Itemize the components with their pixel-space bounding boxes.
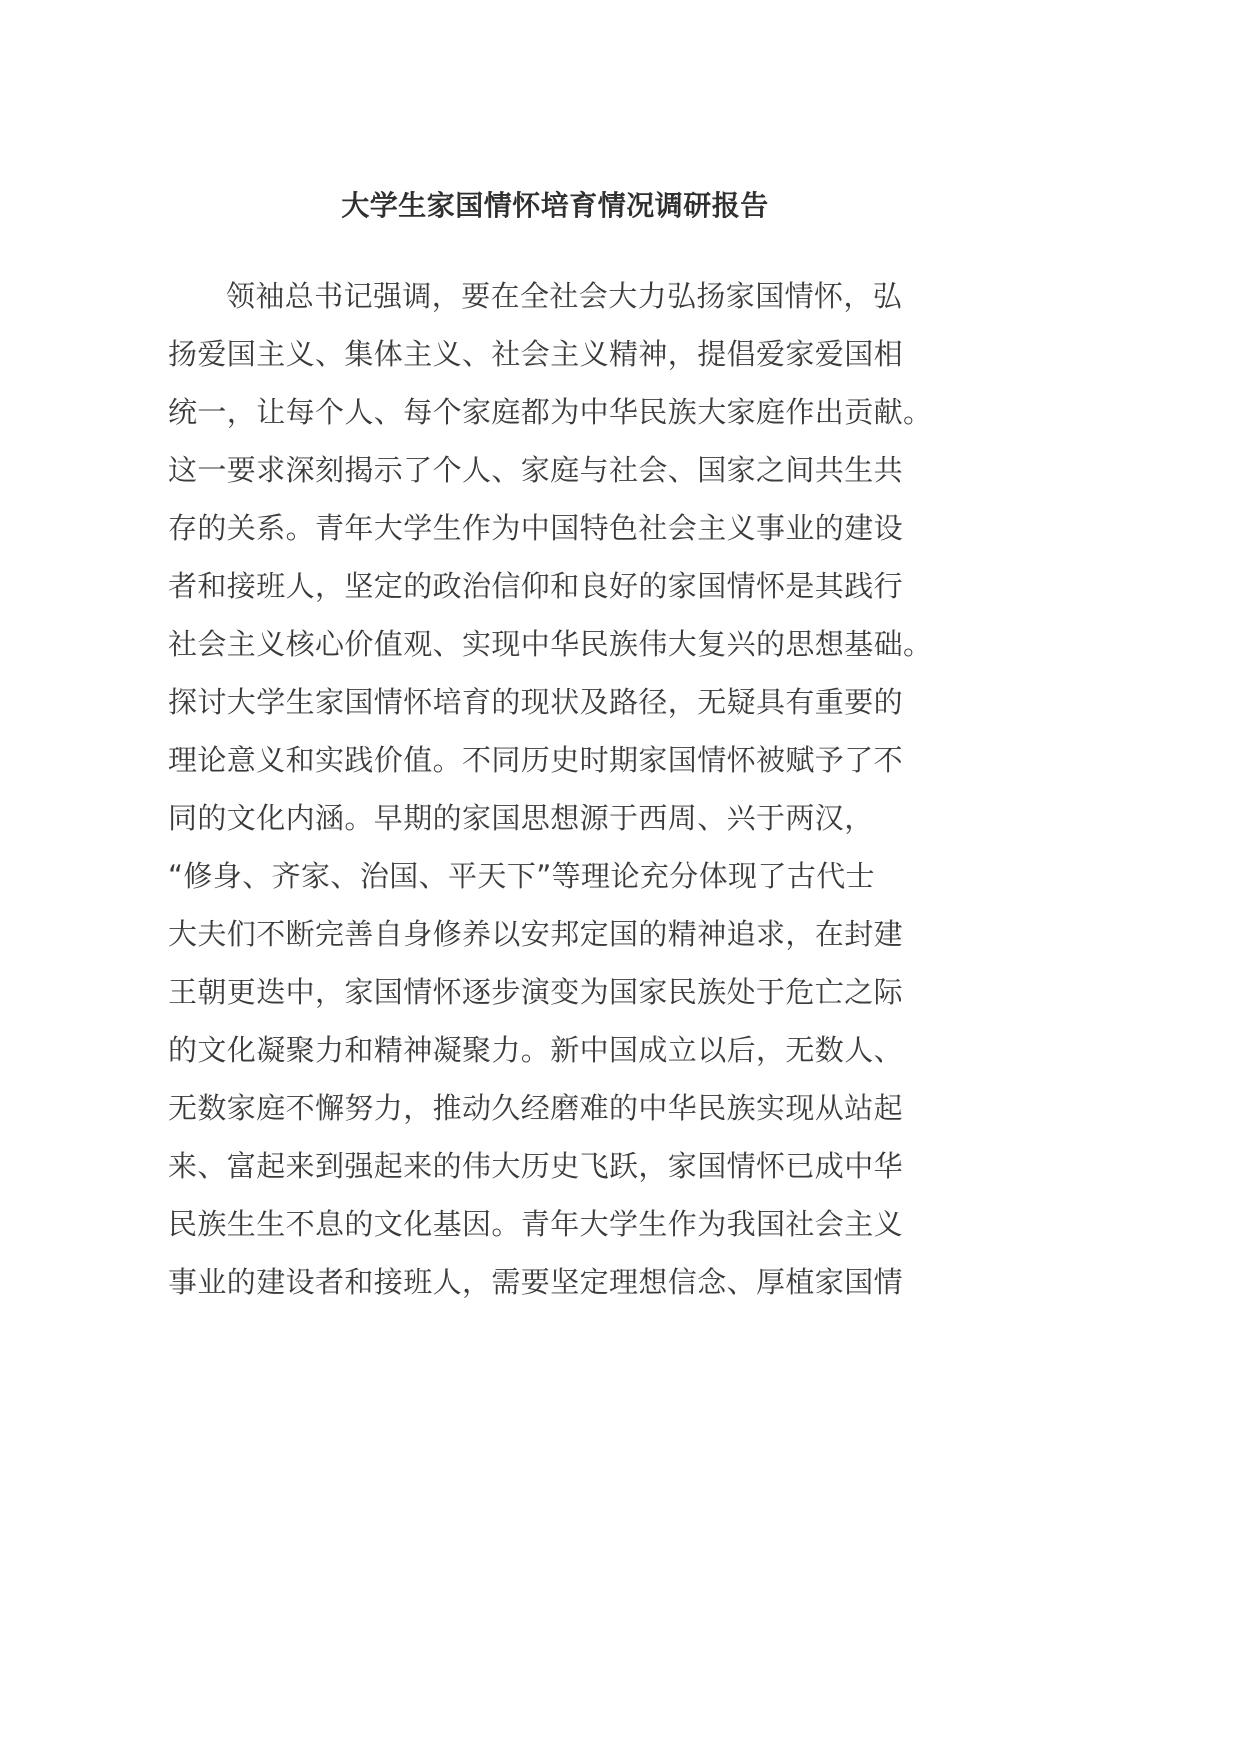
body-line: 同的文化内涵。早期的家国思想源于西周、兴于两汉， [168,801,874,835]
body-line: 来、富起来到强起来的伟大历史飞跃，家国情怀已成中华 [168,1149,904,1183]
body-line: 事业的建设者和接班人，需要坚定理想信念、厚植家国情 [168,1265,904,1299]
body-line: 大夫们不断完善自身修养以安邦定国的精神追求，在封建 [168,917,904,951]
body-line: 民族生生不息的文化基因。青年大学生作为我国社会主义 [168,1207,904,1241]
body-line: 者和接班人，坚定的政治信仰和良好的家国情怀是其践行 [168,569,904,603]
body-line: 的文化凝聚力和精神凝聚力。新中国成立以后，无数人、 [168,1033,904,1067]
body-line: 扬爱国主义、集体主义、社会主义精神，提倡爱家爱国相 [168,337,904,371]
document-body [168,267,933,1311]
body-line: 统一，让每个人、每个家庭都为中华民族大家庭作出贡献。 [168,395,933,429]
body-line: 存的关系。青年大学生作为中国特色社会主义事业的建设 [168,511,904,545]
document-title: 大学生家国情怀培育情况调研报告 [341,189,769,222]
body-line: “修身、齐家、治国、平天下”等理论充分体现了古代士 [168,859,876,893]
body-line: 探讨大学生家国情怀培育的现状及路径，无疑具有重要的 [168,685,904,719]
body-line: 无数家庭不懈努力，推动久经磨难的中华民族实现从站起 [168,1091,904,1125]
body-line: 这一要求深刻揭示了个人、家庭与社会、国家之间共生共 [168,453,904,487]
body-line: 社会主义核心价值观、实现中华民族伟大复兴的思想基础。 [168,627,933,661]
body-line: 领袖总书记强调，要在全社会大力弘扬家国情怀，弘 [226,279,903,313]
body-line: 理论意义和实践价值。不同历史时期家国情怀被赋予了不 [168,743,904,777]
body-line: 王朝更迭中，家国情怀逐步演变为国家民族处于危亡之际 [168,975,904,1009]
